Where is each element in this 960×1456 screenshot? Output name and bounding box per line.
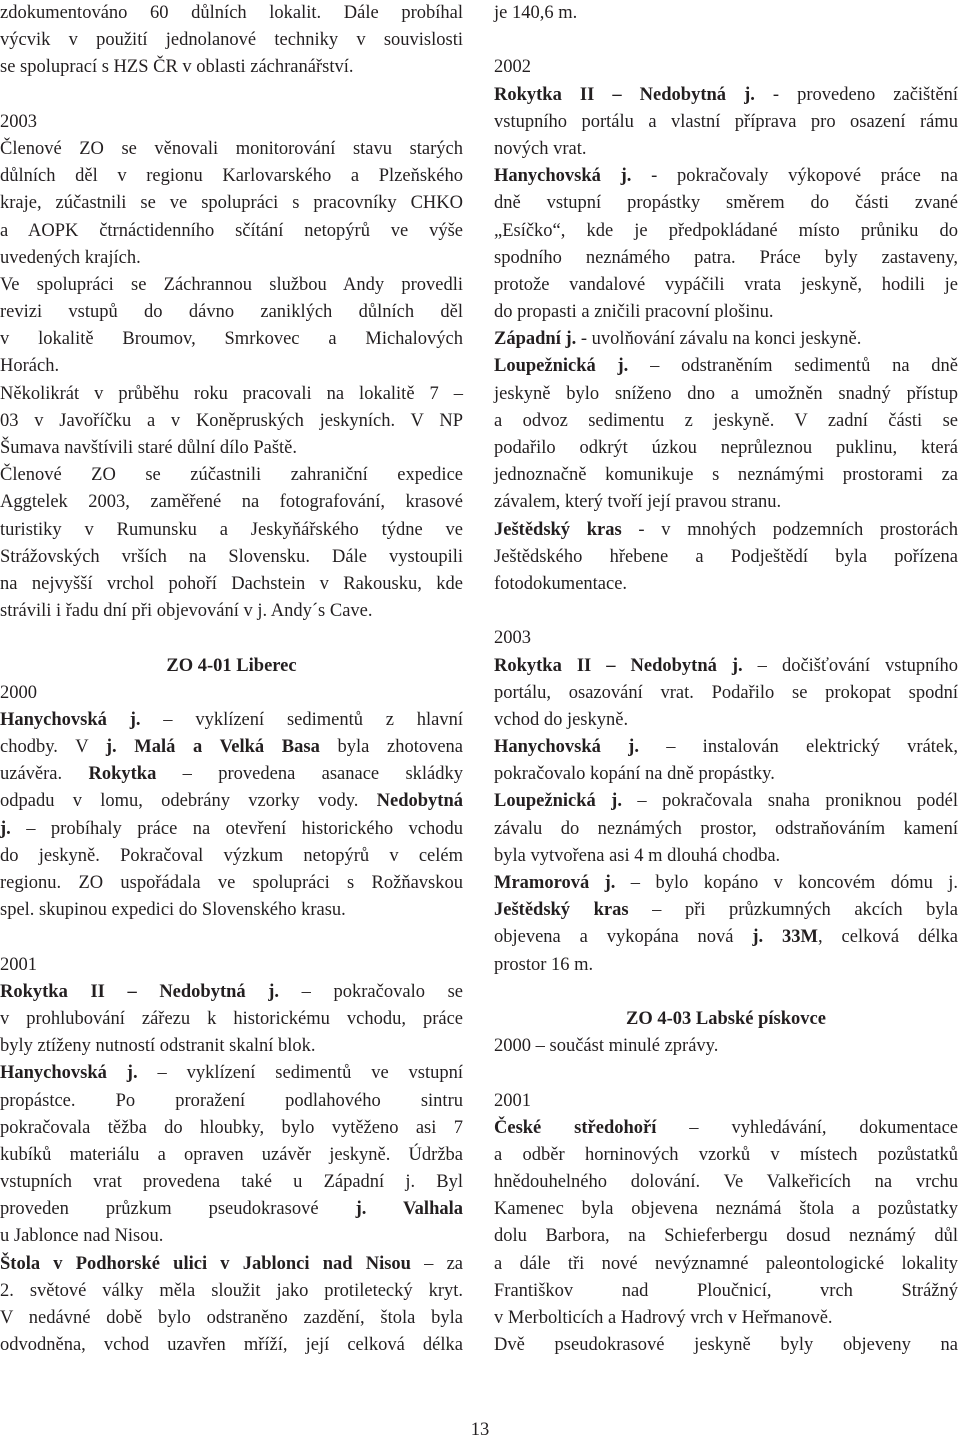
text-line: Členové ZO se zúčastnili zahraniční expedice <box>0 465 463 486</box>
bold-term: Západní j. <box>494 329 577 350</box>
bold-term: j. Valhala <box>355 1199 463 1220</box>
section-heading <box>0 653 463 680</box>
text-line: na nejvyšší vrchol pohoří Dachstein v Rakousku, kde <box>0 573 463 594</box>
text-line: V nedávné době bylo odstraněno zazdění, štola byla <box>0 1308 463 1328</box>
text-run: objevena a vykopána nová <box>494 927 753 948</box>
bold-term: Loupežnická j. <box>494 356 629 377</box>
text-line: a odběr horninových vzorků v místech pozůstatků <box>494 1144 958 1165</box>
text-line <box>0 1196 463 1223</box>
bold-term: Ještědský kras <box>494 900 629 921</box>
text-line: propástce. Po proražení podlahového sintru <box>0 1090 463 1111</box>
paragraph-gap <box>494 1060 958 1087</box>
text-line: vstupních vrat provedena také u Západní j. Byl <box>0 1172 463 1193</box>
section-heading-text: ZO 4-03 Labské pískovce <box>626 1008 826 1029</box>
text-line <box>494 653 958 680</box>
text-run: proveden průzkum pseudokrasové <box>0 1199 356 1220</box>
text-line: fotodokumentace. <box>494 573 628 594</box>
paragraph-gap <box>0 924 463 951</box>
text-line: regionu. ZO uspořádala ve spolupráci s Rožňavskou <box>0 873 463 893</box>
text-line: v prohlubování zářezu k historickému vchodu, práce <box>0 1008 463 1029</box>
bold-term: Hanychovská j. <box>0 1063 138 1084</box>
text-run: – při průzkumných akcích byla <box>628 900 958 921</box>
text-run: – probíhaly práce na otevření historického vchodu <box>10 818 463 839</box>
page-number: 13 <box>470 1420 490 1440</box>
text-line: Ještědského hřebene a Podještědí byla pořízena <box>494 546 958 567</box>
text-run: - provedeno začištění <box>754 84 958 105</box>
text-run: – vyklízení sedimentů ve vstupní <box>137 1063 464 1084</box>
text-line: Členové ZO se věnovali monitorování stavu starých <box>0 138 463 159</box>
text-line: kubíků materiálu a opraven uzávěr jeskyně. Údržba <box>0 1144 463 1165</box>
text-line: hnědouhelného dolování. Ve Valkeřicích na vrchu <box>494 1172 958 1193</box>
bold-term: Rokytka II – Nedobytná j. <box>494 84 755 105</box>
paragraph-gap <box>494 979 958 1006</box>
text-line <box>494 870 958 897</box>
text-line: Šumava navštívili staré důlní dílo Paště. <box>0 438 297 458</box>
text-run: – za <box>410 1253 463 1274</box>
text-line <box>494 897 958 924</box>
text-line: 2000 – součást minulé zprávy. <box>494 1036 719 1057</box>
text-run: – provedena asanace skládky <box>156 764 463 785</box>
text-line <box>494 517 958 544</box>
text-run: – pokračovala snaha proniknou podél <box>621 791 958 812</box>
text-run: odpadu v lomu, odebrány vzorky vody. <box>0 791 377 812</box>
bold-term: Štola v Podhorské ulici v Jablonci nad Nisou <box>0 1253 411 1274</box>
text-line: v Merbolticích a Hadrový vrch v Heřmanově. <box>494 1308 833 1328</box>
text-run: - pokračovaly výkopové práce na <box>631 166 959 187</box>
text-line: 2002 <box>494 57 531 78</box>
text-line <box>0 816 463 843</box>
text-line: nových vrat. <box>494 138 587 159</box>
text-line: odvodněna, vchod uzavřen mříží, její celková délka <box>0 1335 463 1356</box>
text-line: závalem, který tvoří její pravou stranu. <box>494 492 782 513</box>
text-line: 03 v Javoříčku a v Koněpruských jeskyních. V NP <box>0 410 463 431</box>
bold-term: j. Malá a Velká Basa <box>105 737 320 758</box>
text-line: portálu, osazování vrat. Podařilo se prokopat spodní <box>494 682 958 703</box>
text-run: - v mnohých podzemních prostorách <box>621 519 958 540</box>
text-line <box>494 163 958 190</box>
text-run: – odstraněním sedimentů na dně <box>628 356 958 377</box>
text-line: Strážovských vrších na Slovensku. Dále vystoupili <box>0 546 463 567</box>
text-run: – pokračovalo se <box>279 981 463 1002</box>
bold-term: Mramorová j. <box>494 873 616 893</box>
bold-term: Ještědský kras <box>494 519 622 540</box>
text-line: pokračovalo kopání na dně propástky. <box>494 764 775 785</box>
text-line: 2003 <box>494 628 531 649</box>
text-line: kraje, zúčastnili se ve spolupráci s pracovníky CHKO <box>0 193 463 214</box>
text-line: „Esíčko“, kde je předpokládané místo průniku do <box>494 220 958 241</box>
text-line: 2003 <box>0 111 37 132</box>
text-line: do propasti a zničili pracovní plošinu. <box>494 302 774 323</box>
right-column <box>494 0 958 1359</box>
text-run: byla zhotovena <box>319 737 464 758</box>
text-line: uvedených krajích. <box>0 247 141 268</box>
left-column <box>0 0 463 1359</box>
text-line <box>0 761 463 788</box>
text-run: – bylo kopáno v koncovém dómu j. <box>615 873 958 893</box>
bold-term: Loupežnická j. <box>494 791 622 812</box>
text-line: 2. světové války měla sloužit jako protiletecký kryt. <box>0 1280 463 1301</box>
text-line: byla vytvořena asi 4 m dlouhá chodba. <box>494 845 781 866</box>
text-line <box>494 326 958 353</box>
text-line <box>494 353 958 380</box>
text-run: – vyklízení sedimentů z hlavní <box>140 709 464 730</box>
text-line: a odvoz sedimentu z jeskyně. V zadní části se <box>494 410 958 431</box>
text-line: se spoluprací s HZS ČR v oblasti záchranářství. <box>0 57 354 78</box>
bold-term: Hanychovská j. <box>0 709 141 730</box>
section-heading-text: ZO 4-01 Liberec <box>166 655 297 676</box>
text-line: 2000 <box>0 682 37 703</box>
text-line: turistiky v Rumunsku a Jeskyňářského týdne ve <box>0 519 463 540</box>
text-line: spodního neznámého patra. Práce byly zastaveny, <box>494 247 958 268</box>
bold-term: j. <box>0 818 11 839</box>
text-line: Aggtelek 2003, zaměřené na fotografování, krasové <box>0 492 463 513</box>
bold-term: j. 33M <box>752 927 819 948</box>
text-run: uzávěra. <box>0 764 89 785</box>
text-line: 2001 <box>0 954 37 975</box>
text-line: Horách. <box>0 356 60 377</box>
text-line: jeskyně bylo sníženo dno a umožněn snadný přístup <box>494 383 958 404</box>
text-line: v lokalitě Broumov, Smrkovec a Michalových <box>0 329 463 350</box>
text-line: prostor 16 m. <box>494 954 594 975</box>
text-line: pokračovala těžba do hloubky, bylo vytěženo asi 7 <box>0 1117 463 1138</box>
text-line: vchod do jeskyně. <box>494 709 629 730</box>
text-line: závalu do neznámých prostor, odstraňováním kamení <box>494 818 958 839</box>
text-run: – instalován elektrický vrátek, <box>638 737 959 758</box>
paragraph-gap <box>494 598 958 625</box>
text-line <box>494 924 958 951</box>
text-line: Dvě pseudokrasové jeskyně byly objeveny na <box>494 1335 958 1356</box>
text-line: výcvik v použití jednolanové techniky v souvislosti <box>0 30 463 51</box>
text-line <box>0 734 463 761</box>
section-heading <box>494 1006 958 1033</box>
paragraph-gap <box>0 625 463 652</box>
text-run: chodby. V <box>0 737 106 758</box>
bold-term: Hanychovská j. <box>494 737 639 758</box>
text-line: zdokumentováno 60 důlních lokalit. Dále probíhal <box>0 3 463 23</box>
paragraph-gap <box>494 27 958 54</box>
text-line <box>494 82 958 109</box>
text-line: a dále tři nové nevýznamné paleontologické lokality <box>494 1253 958 1274</box>
text-line <box>494 1115 958 1142</box>
bold-term: České středohoří <box>494 1117 657 1138</box>
text-run: – dočišťování vstupního <box>742 655 958 676</box>
text-line: Ve spolupráci se Záchrannou službou Andy provedli <box>0 274 463 295</box>
text-run: – vyhledávání, dokumentace <box>656 1117 958 1138</box>
bold-term: Rokytka II – Nedobytná j. <box>494 655 743 676</box>
text-line: dolu Barbora, na Schieferbergu dosud neznámý důl <box>494 1226 958 1247</box>
paragraph-gap <box>0 82 463 109</box>
text-run: , celková délka <box>818 927 959 948</box>
text-line: revizi vstupů do dávno zaniklých důlních děl <box>0 302 463 323</box>
text-line: byly ztíženy nutností odstranit skalní blok. <box>0 1036 316 1057</box>
text-run: - uvolňování závalu na konci jeskyně. <box>576 329 862 350</box>
bold-term: Rokytka II – Nedobytná j. <box>0 981 280 1002</box>
text-line: Kamenec byla objevena neznámá štola a pozůstatky <box>494 1199 958 1220</box>
text-line: podařilo odkrýt úzkou neprůleznou puklinu, která <box>494 438 958 458</box>
text-line: je 140,6 m. <box>494 3 578 23</box>
bold-term: Rokytka <box>88 764 157 785</box>
text-line: Františkov nad Ploučnicí, vrch Strážný <box>494 1280 958 1301</box>
text-line: strávili i řadu dní při objevování v j. Andy´s Cave. <box>0 601 373 622</box>
text-line: 2001 <box>494 1090 531 1111</box>
text-line <box>0 707 463 734</box>
text-line: jednoznačně komunikuje s neznámými prostorami za <box>494 465 958 486</box>
text-line: protože vandalové vypáčili vrata jeskyně, hodili je <box>494 274 958 295</box>
text-line: spel. skupinou expedici do Slovenského krasu. <box>0 900 346 921</box>
text-line: vstupního portálu a vlastní příprava pro osazení rámu <box>494 111 958 132</box>
text-line: dně vstupní propástky směrem do části zvané <box>494 193 958 214</box>
text-line <box>0 1251 463 1278</box>
bold-term: Nedobytná <box>376 791 463 812</box>
text-line: u Jablonce nad Nisou. <box>0 1226 164 1247</box>
text-line: do jeskyně. Pokračoval výzkum netopýrů v celém <box>0 845 463 866</box>
text-line <box>0 1060 463 1087</box>
text-line <box>0 788 463 815</box>
text-line <box>0 979 463 1006</box>
text-line: důlních děl v regionu Karlovarského a Plzeňského <box>0 166 463 187</box>
text-line <box>494 788 958 815</box>
bold-term: Hanychovská j. <box>494 166 632 187</box>
text-line <box>494 734 958 761</box>
text-line: Několikrát v průběhu roku pracovali na lokalitě 7 – <box>0 383 463 404</box>
text-line: a AOPK čtrnáctidenního sčítání netopýrů ve výše <box>0 220 463 241</box>
